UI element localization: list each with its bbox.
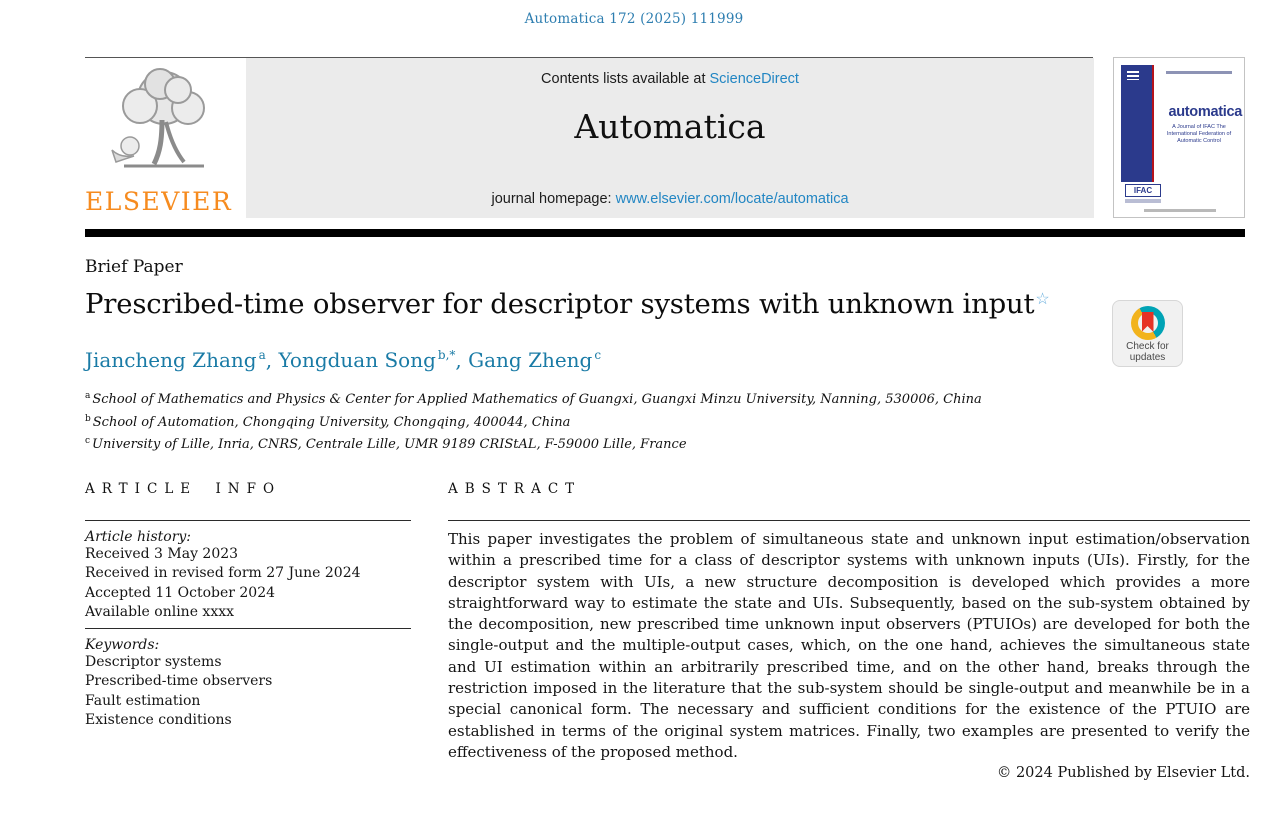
history-received: Received 3 May 2023: [85, 546, 239, 562]
journal-citation: Automatica 172 (2025) 111999: [524, 11, 744, 27]
elsevier-logo: [85, 60, 240, 216]
cover-red-line: [1152, 65, 1154, 182]
title-footnote-star-icon[interactable]: ☆: [1035, 289, 1050, 308]
author-affiliation-sup: a: [258, 348, 266, 362]
cover-journal-subtitle: A Journal of IFAC The International Federation of Automatic Control: [1166, 124, 1232, 144]
cover-fineprint-line: [1166, 71, 1232, 74]
copyright-line: © 2024 Published by Elsevier Ltd.: [996, 765, 1250, 782]
elsevier-tree-icon: [104, 60, 222, 182]
check-for-updates-label: Check for updates: [1126, 341, 1169, 363]
affiliation-line: [85, 432, 982, 455]
affiliation-sup: b: [85, 413, 91, 424]
affiliation-line: [85, 387, 982, 410]
article-title: [85, 288, 1095, 320]
affiliation-text: School of Mathematics and Physics & Center for Applied Mathematics of Guangxi, Guangxi Minzu University, Nanning, 530006, China: [92, 392, 982, 407]
article-info-column: [85, 481, 411, 730]
abstract-text: This paper investigates the problem of simultaneous state and unknown input estimation/observation within a prescribed time for a class of descriptor systems with unknown inputs (UIs). Firstly, for the descriptor system with UIs, a new structure decomposition is developed which provides a more straightforward way to estimate the state and UIs. Subsequently, based on the sub-system obtained by the decomposition, new prescribed time unknown input observers (PTUIOs) are developed for both the single-output and the multiple-output cases, which, on the one hand, achieves the simultaneous state and UI estimation within an arbitrarily prescribed time, and on the other hand, breaks through the restriction imposed in the literature that the sub-system should be single-output and meanwhile be in a special canonical form. The necessary and sufficient conditions for the existence of the PTUIO are established in terms of the original system matrices. Finally, two examples are presented to verify the effectiveness of the proposed method.: [448, 530, 1250, 761]
elsevier-wordmark: ELSEVIER: [85, 187, 233, 216]
rule: [448, 520, 1250, 521]
affiliation-text: School of Automation, Chongqing University, Chongqing, 400044, China: [92, 414, 571, 430]
cover-bottom-fineprint-line: [1144, 209, 1216, 212]
history-revised: Received in revised form 27 June 2024: [85, 565, 361, 582]
homepage-link[interactable]: www.elsevier.com/locate/automatica: [615, 191, 849, 207]
article-history-label: Article history:: [85, 529, 192, 545]
keyword: Existence conditions: [85, 712, 232, 729]
affiliation-list: [85, 387, 982, 455]
cover-publisher-mark: [1127, 71, 1139, 80]
sciencedirect-link[interactable]: ScienceDirect: [709, 71, 799, 87]
affiliation-text: University of Lille, Inria, CNRS, Centrale Lille, UMR 9189 CRIStAL, F-59000 Lille, France: [92, 437, 687, 452]
author-separator: ,: [265, 348, 279, 372]
homepage-line: [246, 191, 1094, 207]
affiliation-sup: c: [85, 436, 91, 446]
rule: [85, 520, 411, 521]
author-affiliation-sup: b,*: [437, 348, 456, 362]
author-affiliation-sup: c: [594, 348, 602, 362]
author-name[interactable]: Jiancheng Zhang: [85, 348, 257, 372]
article-type-label: Brief Paper: [85, 257, 183, 277]
abstract-heading: ABSTRACT: [448, 481, 582, 497]
author-name[interactable]: Yongduan Song: [278, 348, 436, 372]
cover-blue-band: [1121, 65, 1152, 182]
keyword: Fault estimation: [85, 692, 201, 709]
history-accepted: Accepted 11 October 2024: [85, 584, 276, 601]
author-list: [85, 348, 601, 372]
journal-title: Automatica: [574, 107, 766, 146]
crossmark-bookmark-icon: [1142, 312, 1154, 332]
author-separator: ,: [455, 348, 469, 372]
history-available-online: Available online xxxx: [85, 603, 235, 620]
abstract-column: [448, 481, 1250, 781]
rule: [85, 628, 411, 629]
section-divider-bar: [85, 229, 1245, 237]
crossmark-icon: [1131, 306, 1165, 340]
check-for-updates-badge[interactable]: [1112, 300, 1183, 367]
contents-prefix: Contents lists available at: [541, 71, 710, 87]
article-info-heading: ARTICLE INFO: [85, 481, 282, 497]
journal-banner: [246, 58, 1094, 218]
affiliation-sup: a: [85, 391, 91, 401]
keyword: Descriptor systems: [85, 654, 222, 671]
ifac-fineprint-line: [1125, 199, 1161, 203]
contents-line: [246, 58, 1094, 87]
author-name[interactable]: Gang Zheng: [468, 348, 593, 372]
ifac-logo: IFAC: [1125, 184, 1161, 197]
keywords-label: Keywords:: [85, 637, 160, 654]
cover-journal-title: automatica: [1168, 104, 1242, 120]
homepage-prefix: journal homepage:: [491, 191, 616, 207]
journal-cover-thumbnail: [1113, 57, 1245, 218]
keyword: Prescribed-time observers: [85, 673, 273, 690]
article-title-text: Prescribed-time observer for descriptor systems with unknown input: [85, 288, 1035, 320]
affiliation-line: [85, 410, 982, 433]
